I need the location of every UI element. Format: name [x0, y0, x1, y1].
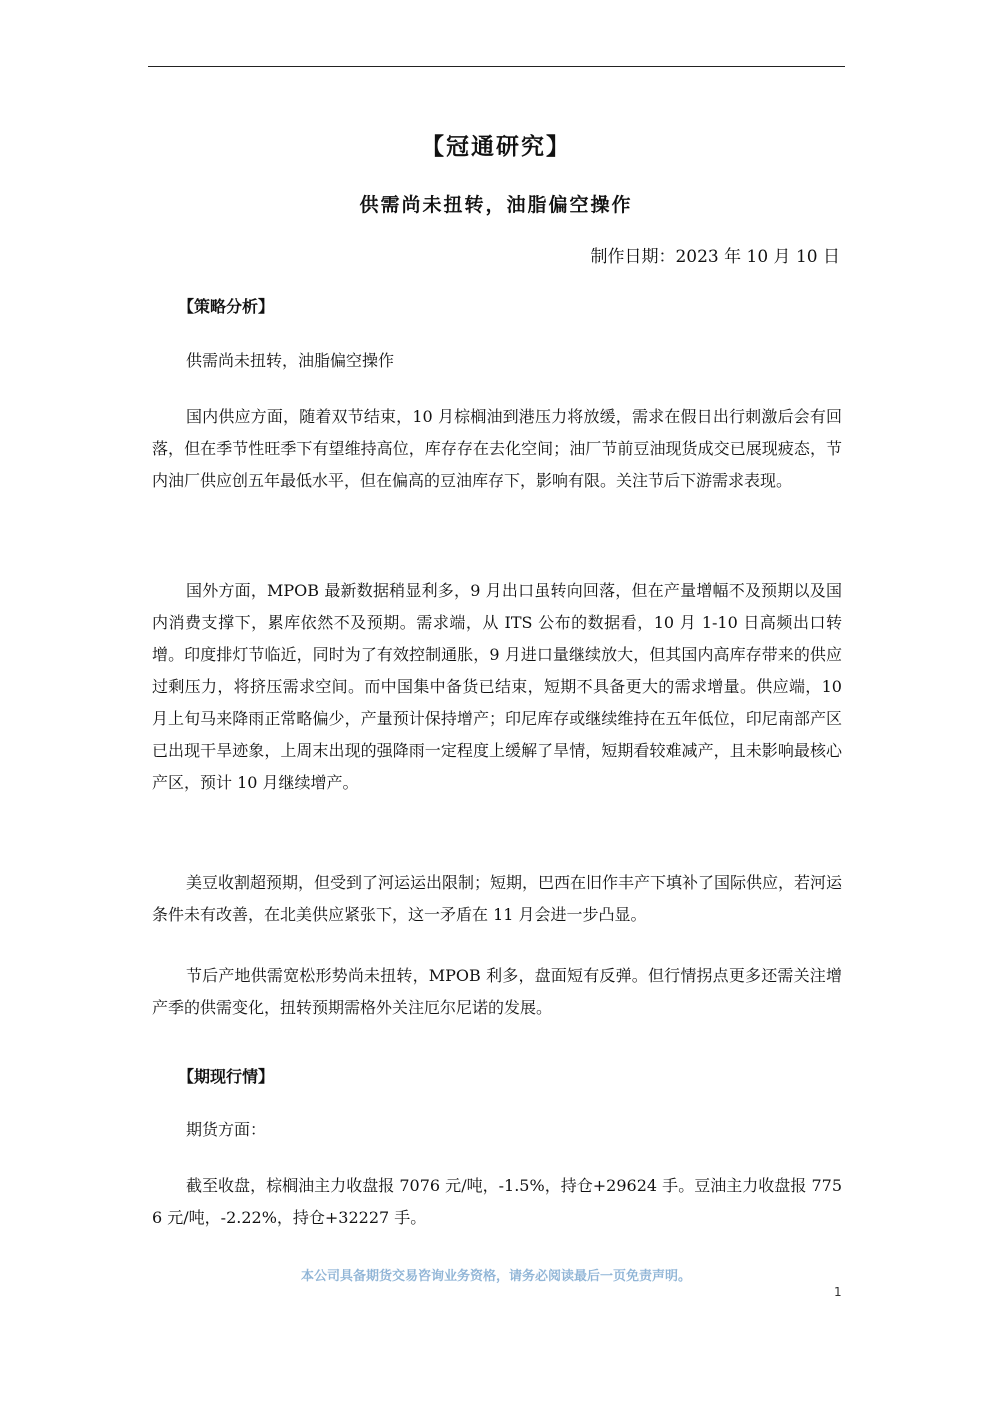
strategy-overseas-paragraph: 国外方面，MPOB 最新数据稍显利多，9 月出口虽转向回落，但在产量增幅不及预期以及国内消费支撑下，累库依然不及预期。需求端，从 ITS 公布的数据看，10 月 1-10 日高频出口转增。印度排灯节临近，同时为了有效控制通胀，9 月进口量继续放大，但其国内高库存带来的供应过剩压力，将挤压需求空间。而中国集中备货已结束，短期不具备更大的需求增量。供应端，10 月上旬马来降雨正常略偏少，产量预计保持增产；印尼库存或继续维持在五年低位，印尼南部产区已出现干旱迹象，上周末出现的强降雨一定程度上缓解了旱情，短期看较难减产，且未影响最核心产区，预计 10 月继续增产。: [152, 581, 842, 792]
report-date: 制作日期：2023 年 10 月 10 日: [590, 247, 840, 267]
strategy-soybean-paragraph: 美豆收割超预期，但受到了河运运出限制；短期，巴西在旧作丰产下填补了国际供应，若河运条件未有改善，在北美供应紧张下，这一矛盾在 11 月会进一步凸显。: [152, 873, 843, 924]
strategy-domestic-paragraph: 国内供应方面，随着双节结束，10 月棕榈油到港压力将放缓，需求在假日出行刺激后会有回落，但在季节性旺季下有望维持高位，库存存在去化空间；油厂节前豆油现货成交已展现疲态，节内油厂供应创五年最低水平，但在偏高的豆油库存下，影响有限。关注节后下游需求表现。: [152, 407, 842, 490]
strategy-conclusion-paragraph: 节后产地供需宽松形势尚未扭转，MPOB 利多，盘面短有反弹。但行情拐点更多还需关注增产季的供需变化，扭转预期需格外关注厄尔尼诺的发展。: [152, 966, 842, 1017]
market-close-paragraph: 截至收盘，棕榈油主力收盘报 7076 元/吨，-1.5%，持仓+29624 手。豆油主力收盘报 7756 元/吨，-2.22%，持仓+32227 手。: [152, 1176, 842, 1227]
section-title-strategy: 【策略分析】: [178, 297, 275, 316]
brand-title: 【冠通研究】: [421, 133, 571, 160]
strategy-summary: 供需尚未扭转，油脂偏空操作: [186, 351, 395, 370]
report-headline: 供需尚未扭转，油脂偏空操作: [359, 194, 633, 216]
market-futures-label: 期货方面：: [186, 1120, 267, 1139]
section-title-market: 【期现行情】: [178, 1067, 275, 1086]
footer-disclaimer: 本公司具备期货交易咨询业务资格，请务必阅读最后一页免责声明。: [300, 1269, 691, 1284]
page-number: 1: [834, 1285, 842, 1299]
header-rule: [148, 66, 845, 67]
